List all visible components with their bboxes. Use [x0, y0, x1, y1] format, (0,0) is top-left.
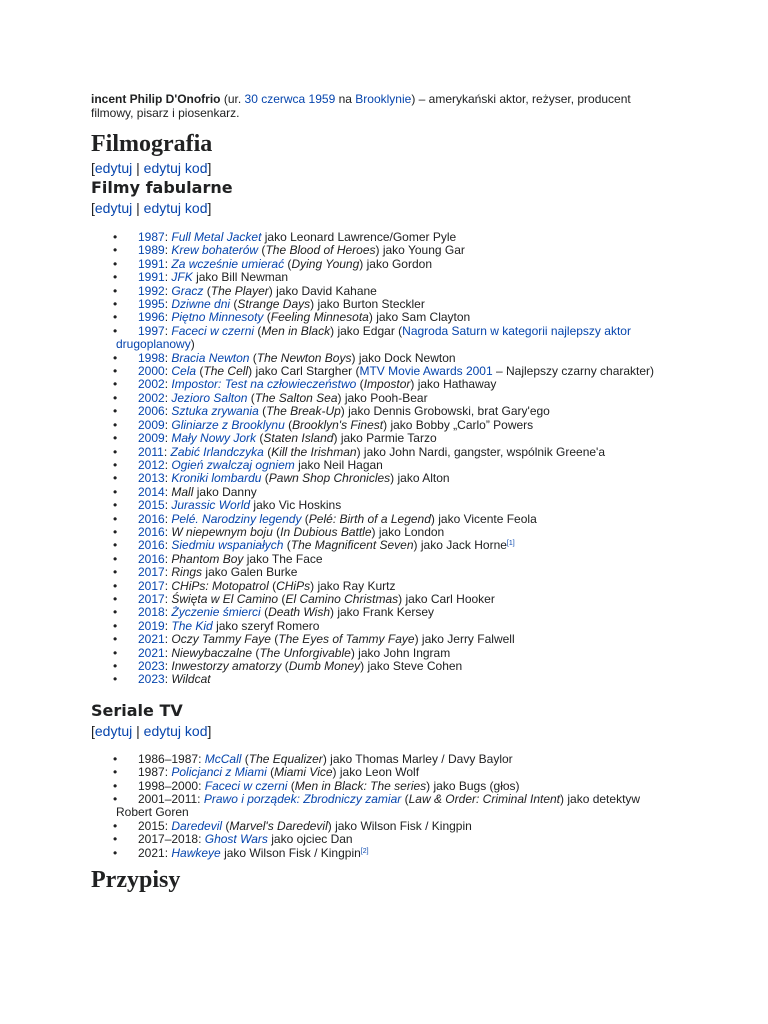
reference-link[interactable]: [1] [506, 540, 515, 548]
film-title: Sztuka zrywania [171, 404, 259, 419]
film-year-link[interactable]: 2017 [138, 578, 165, 593]
tv-title: Hawkeye [171, 845, 221, 860]
film-title: Święta w El Camino [171, 591, 279, 606]
film-original-title: Pelé: Birth of a Legend [308, 511, 431, 526]
film-title: Gliniarze z Brooklynu [171, 417, 285, 432]
film-list-item: • 2021: Niewybaczalne (The Unforgivable) jako John Ingram [91, 647, 671, 660]
film-role: jako Vicente Feola [438, 511, 537, 526]
film-original-title: Men in Black [261, 323, 331, 338]
film-role: jako Edgar ( [337, 323, 403, 338]
award-link[interactable]: MTV Movie Awards 2001 [359, 364, 493, 379]
film-title: CHiPs: Motopatrol [171, 578, 269, 593]
film-title: Jezioro Salton [171, 390, 248, 405]
edit-links-tv: [edytuj | edytuj kod] [91, 722, 212, 739]
film-title-link[interactable] [171, 619, 212, 633]
film-title-link[interactable] [171, 297, 230, 311]
tv-role: jako Thomas Marley / Davy Baylor [330, 751, 513, 766]
film-list-item: • 2009: Mały Nowy Jork (Staten Island) jako Parmie Tarzo [91, 432, 671, 445]
tv-list-item: • 1998–2000: Faceci w czerni (Men in Black: The series) jako Bugs (głos) [91, 780, 671, 793]
film-list-item: • 1997: Faceci w czerni (Men in Black) jako Edgar (Nagroda Saturn w kategorii najlepszy aktor drugoplanowy) [91, 325, 671, 352]
award-link[interactable]: Nagroda Saturn w kategorii najlepszy aktor drugoplanowy [116, 323, 631, 352]
film-list-item: • 2017: Święta w El Camino (El Camino Christmas) jako Carl Hooker [91, 593, 671, 606]
film-original-title: Staten Island [263, 431, 334, 446]
film-list-item: • 1991: JFK jako Bill Newman [91, 271, 671, 284]
film-role: jako Gordon [366, 256, 432, 271]
article-body [91, 92, 671, 894]
film-year-link[interactable]: 1997 [138, 323, 165, 338]
film-title: Impostor: Test na człowieczeństwo [171, 377, 357, 392]
film-title-link[interactable] [171, 605, 260, 619]
film-title: Gracz [171, 283, 204, 298]
film-title: Wildcat [171, 672, 211, 687]
tv-years: 1986–1987: [138, 751, 202, 766]
film-original-title: CHiPs [276, 578, 311, 593]
film-year-link[interactable]: 2023 [138, 659, 165, 673]
film-role: jako Burton Steckler [317, 297, 425, 312]
film-role: jako Neil Hagan [298, 457, 383, 472]
film-title: Rings [171, 565, 203, 580]
tv-role: jako Wilson Fisk / Kingpin [224, 845, 361, 860]
film-original-title: The Newton Boys [256, 350, 352, 365]
film-original-title: Dying Young [291, 256, 360, 271]
tv-list-item: • 2015: Daredevil (Marvel's Daredevil) jako Wilson Fisk / Kingpin [91, 820, 671, 833]
film-original-title: Kill the Irishman [271, 444, 357, 459]
film-role: jako Jack Horne [420, 538, 507, 553]
film-role: jako Steve Cohen [367, 659, 463, 673]
edit-links-filmografia: [edytuj | edytuj kod] [91, 160, 212, 176]
film-list-item: • 2000: Cela (The Cell) jako Carl Stargher (MTV Movie Awards 2001 – Najlepszy czarny charakter) [91, 365, 671, 378]
film-list-item: • 2015: Jurassic World jako Vic Hoskins [91, 499, 671, 512]
film-list-item: • 2002: Impostor: Test na człowieczeństwo (Impostor) jako Hathaway [91, 378, 671, 391]
film-list-item: • 2023: Wildcat [91, 673, 671, 686]
edit-link[interactable]: edytuj [94, 160, 133, 176]
film-year-link[interactable]: 2016 [138, 538, 165, 553]
film-original-title: Impostor [363, 377, 411, 392]
film-title-link[interactable] [171, 324, 254, 338]
film-title-link[interactable] [171, 284, 203, 298]
film-year-link[interactable]: 1996 [138, 310, 165, 325]
film-title-link[interactable] [171, 538, 283, 552]
tv-title-link[interactable] [171, 765, 266, 779]
film-title: Niewybaczalne [171, 645, 253, 660]
film-list-item: • 2014: Mall jako Danny [91, 486, 671, 499]
tv-years: 2015: [138, 818, 169, 833]
film-year-link[interactable]: 2017 [138, 591, 165, 606]
film-title: Ogień zwalczaj ogniem [171, 457, 295, 472]
tv-original-title: Marvel's Daredevil [229, 818, 328, 833]
film-role: jako szeryf Romero [216, 618, 320, 633]
film-original-title: Feeling Minnesota [270, 310, 369, 325]
film-title-link[interactable] [171, 243, 258, 257]
film-year-link[interactable]: 2009 [138, 417, 165, 432]
film-year-link[interactable]: 2021 [138, 632, 165, 647]
tv-title-link[interactable] [205, 752, 242, 766]
film-role: jako Hathaway [417, 377, 497, 392]
film-title-link[interactable] [171, 404, 258, 418]
film-title-link[interactable] [171, 351, 249, 365]
tv-role: jako Wilson Fisk / Kingpin [335, 818, 472, 833]
film-year-link[interactable]: 2017 [138, 565, 165, 580]
film-year-link[interactable]: 1987 [138, 230, 165, 244]
tv-role: jako Bugs (głos) [433, 778, 520, 793]
film-role: jako Parmie Tarzo [340, 431, 437, 446]
film-title: Full Metal Jacket [171, 230, 262, 244]
tv-list-item: • 1986–1987: McCall (The Equalizer) jako Thomas Marley / Davy Baylor [91, 753, 671, 766]
film-role: jako London [378, 524, 445, 539]
film-role: jako Ray Kurtz [317, 578, 396, 593]
award-suffix: – Najlepszy czarny charakter) [492, 364, 655, 379]
film-role: jako David Kahane [276, 283, 377, 298]
film-year-link[interactable]: 2016 [138, 511, 165, 526]
film-list-item: • 2016: Pelé. Narodziny legendy (Pelé: Birth of a Legend) jako Vicente Feola [91, 513, 671, 526]
edit-links-films: [edytuj | edytuj kod] [91, 200, 212, 216]
tv-title-link[interactable] [205, 779, 288, 793]
film-year-link[interactable]: 2009 [138, 431, 165, 446]
tv-original-title: Law & Order: Criminal Intent [408, 792, 561, 807]
film-role: jako Carl Stargher ( [255, 364, 360, 379]
tv-years: 2021: [138, 845, 169, 860]
section-heading-filmy-fabularne: Filmy fabularne [91, 178, 233, 197]
film-title-link[interactable] [171, 230, 261, 244]
tv-title-link[interactable] [204, 792, 401, 806]
film-role: jako Frank Kersey [337, 605, 435, 620]
tv-list-item: • 2001–2011: Prawo i porządek: Zbrodniczy zamiar (Law & Order: Criminal Intent) jako detektyw Robert Goren [91, 793, 671, 820]
film-role: jako Jerry Falwell [421, 632, 515, 647]
film-year-link[interactable]: 2023 [138, 672, 165, 687]
film-year-link[interactable]: 2002 [138, 390, 165, 405]
film-role: jako Dennis Grobowski, brat Gary'ego [348, 404, 550, 419]
film-role: jako Young Gar [382, 243, 465, 258]
film-title: Bracia Newton [171, 350, 250, 365]
film-original-title: The Cell [203, 364, 249, 379]
tv-role: jako ojciec Dan [271, 832, 353, 847]
film-list-item: • 2021: Oczy Tammy Faye (The Eyes of Tammy Faye) jako Jerry Falwell [91, 633, 671, 646]
film-title: W niepewnym boju [171, 524, 273, 539]
tv-series-list [91, 753, 671, 860]
film-year-link[interactable]: 1998 [138, 350, 165, 365]
film-original-title: Pawn Shop Chronicles [268, 471, 391, 486]
film-list-item: • 2002: Jezioro Salton (The Salton Sea) jako Pooh-Bear [91, 392, 671, 405]
film-role: jako John Ingram [358, 645, 451, 660]
film-title-link[interactable] [171, 458, 294, 472]
film-original-title: The Salton Sea [254, 390, 338, 405]
tv-title: Faceci w czerni [204, 778, 288, 793]
film-role: jako Dock Newton [358, 350, 456, 365]
film-role: jako Pooh-Bear [344, 390, 428, 405]
film-list-item: • 2023: Inwestorzy amatorzy (Dumb Money) jako Steve Cohen [91, 660, 671, 673]
film-year-link[interactable]: 2000 [138, 364, 165, 379]
film-year-link[interactable]: 2016 [138, 524, 165, 539]
tv-original-title: Miami Vice [274, 765, 333, 780]
film-title: Za wcześnie umierać [171, 256, 285, 271]
film-year-link[interactable]: 1992 [138, 283, 165, 298]
film-original-title: The Eyes of Tammy Faye [278, 632, 415, 647]
tv-role: jako detektyw Robert Goren [116, 792, 641, 820]
film-title: Cela [171, 364, 197, 379]
award-suffix: ) [190, 337, 195, 352]
film-list-item: • 2012: Ogień zwalczaj ogniem jako Neil Hagan [91, 459, 671, 472]
film-year-link[interactable]: 2014 [138, 484, 165, 499]
film-role: jako Galen Burke [205, 565, 298, 580]
film-list-item: • 2018: Życzenie śmierci (Death Wish) jako Frank Kersey [91, 606, 671, 619]
tv-title: McCall [204, 751, 242, 766]
edit-link[interactable]: edytuj [94, 200, 133, 216]
tv-years: 1987: [138, 765, 169, 780]
film-list-item: • 2017: Rings jako Galen Burke [91, 566, 671, 579]
film-role: jako Alton [397, 471, 450, 486]
films-list [91, 231, 671, 687]
film-original-title: Strange Days [237, 297, 311, 312]
film-title: Jurassic World [171, 498, 251, 513]
tv-title: Daredevil [171, 818, 223, 833]
film-original-title: The Player [210, 283, 269, 298]
edit-code-link[interactable]: edytuj kod [143, 160, 208, 176]
film-title: The Kid [171, 618, 213, 633]
tv-years: 1998–2000: [138, 778, 202, 793]
film-title-link[interactable] [170, 445, 263, 459]
tv-years: 2017–2018: [138, 832, 202, 847]
section-heading-przypisy: Przypisy [91, 867, 181, 894]
film-title: Mały Nowy Jork [171, 431, 257, 446]
section-heading-seriale-tv: Seriale TV [91, 700, 183, 720]
film-title: Inwestorzy amatorzy [171, 659, 282, 673]
reference-link[interactable]: [2] [360, 847, 369, 855]
film-role: jako The Face [246, 551, 323, 566]
film-original-title: The Magnificent Seven [290, 538, 414, 553]
film-title: Piętno Minnesoty [171, 310, 264, 325]
edit-code-link[interactable]: edytuj kod [143, 722, 208, 739]
tv-list-item: • 1987: Policjanci z Miami (Miami Vice) jako Leon Wolf [91, 766, 671, 779]
edit-code-link[interactable]: edytuj kod [143, 200, 208, 216]
film-role: jako Vic Hoskins [253, 498, 342, 513]
film-list-item: • 2011: Zabić Irlandczyka (Kill the Irishman) jako John Nardi, gangster, wspólnik Greene'a [91, 446, 671, 459]
film-year-link[interactable]: 1991 [138, 256, 165, 271]
film-year-link[interactable]: 2016 [138, 551, 165, 566]
film-year-link[interactable]: 2018 [138, 605, 165, 620]
film-original-title: Death Wish [268, 605, 330, 620]
film-year-link[interactable]: 2012 [138, 457, 165, 472]
tv-title: Policjanci z Miami [171, 765, 267, 780]
film-title-link[interactable] [171, 377, 356, 391]
film-title: Oczy Tammy Faye [171, 632, 271, 647]
tv-original-title: Men in Black: The series [294, 778, 427, 793]
film-title: Dziwne dni [171, 297, 231, 312]
film-title-link[interactable] [171, 512, 301, 526]
film-original-title: The Unforgivable [259, 645, 351, 660]
film-title-link[interactable] [171, 431, 256, 445]
edit-link[interactable]: edytuj [94, 722, 133, 739]
film-list-item: • 2013: Kroniki lombardu (Pawn Shop Chronicles) jako Alton [91, 472, 671, 485]
film-title-link[interactable] [171, 498, 250, 512]
film-title: Życzenie śmierci [171, 605, 261, 620]
film-role: jako Danny [196, 484, 257, 499]
birth-date-link[interactable]: 30 czerwca 1959 [244, 92, 336, 106]
film-title-link[interactable] [171, 270, 192, 284]
film-year-link[interactable]: 2015 [138, 498, 165, 513]
film-year-link[interactable]: 1989 [138, 243, 165, 258]
tv-title-link[interactable] [171, 819, 222, 833]
film-list-item: • 1992: Gracz (The Player) jako David Kahane [91, 285, 671, 298]
film-original-title: The Blood of Heroes [265, 243, 376, 258]
film-role: jako Carl Hooker [405, 591, 495, 606]
film-title-link[interactable] [171, 364, 196, 378]
film-year-link[interactable]: 2019 [138, 618, 165, 633]
section-heading-filmografia: Filmografia [91, 131, 213, 157]
film-list-item: • 2017: CHiPs: Motopatrol (CHiPs) jako Ray Kurtz [91, 580, 671, 593]
tv-title: Prawo i porządek: Zbrodniczy zamiar [203, 792, 402, 807]
birthplace-link[interactable]: Brooklynie [355, 92, 412, 106]
film-year-link[interactable]: 2006 [138, 404, 165, 419]
film-list-item: • 2016: Siedmiu wspaniałych (The Magnificent Seven) jako Jack Horne[1] [91, 539, 671, 552]
tv-list-item [91, 833, 671, 846]
film-list-item: • 1991: Za wcześnie umierać (Dying Young) jako Gordon [91, 258, 671, 271]
film-list-item: • 1996: Piętno Minnesoty (Feeling Minnesota) jako Sam Clayton [91, 311, 671, 324]
film-role: jako Bobby „Carlo” Powers [390, 417, 534, 432]
film-role: jako Bill Newman [196, 270, 289, 285]
film-year-link[interactable]: 2011 [138, 444, 164, 459]
film-title: Zabić Irlandczyka [170, 444, 264, 459]
tv-original-title: The Equalizer [248, 751, 323, 766]
tv-title: Ghost Wars [204, 832, 268, 847]
person-name: incent Philip D'Onofrio [91, 92, 221, 106]
film-year-link[interactable]: 2021 [138, 645, 165, 660]
film-title: Pelé. Narodziny legendy [171, 511, 302, 526]
film-year-link[interactable]: 1991 [138, 270, 165, 285]
film-year-link[interactable]: 1995 [138, 297, 165, 312]
film-list-item: • 2019: The Kid jako szeryf Romero [91, 620, 671, 633]
film-original-title: In Dubious Battle [280, 524, 372, 539]
film-title-link[interactable] [171, 310, 263, 324]
film-title-link[interactable] [171, 471, 261, 485]
film-role: jako Sam Clayton [376, 310, 471, 325]
film-title: Phantom Boy [171, 551, 244, 566]
film-list-item: • 1989: Krew bohaterów (The Blood of Heroes) jako Young Gar [91, 244, 671, 257]
film-title: JFK [171, 270, 193, 285]
tv-years: 2001–2011: [138, 792, 201, 807]
film-year-link[interactable]: 2002 [138, 377, 165, 392]
film-original-title: El Camino Christmas [285, 591, 399, 606]
tv-role: jako Leon Wolf [339, 765, 420, 780]
tv-title-link[interactable] [171, 846, 220, 860]
film-title-link[interactable] [171, 391, 247, 405]
film-title-link[interactable] [171, 418, 284, 432]
film-role: jako John Nardi, gangster, wspólnik Greene'a [363, 444, 606, 459]
intro-paragraph: incent Philip D'Onofrio (ur. 30 czerwca 1959 na Brooklynie) – amerykański aktor, reżyser, producent filmowy, pisarz i piosenkarz. [91, 92, 631, 120]
film-list-item: • 1998: Bracia Newton (The Newton Boys) jako Dock Newton [91, 352, 671, 365]
film-title: Mall [171, 484, 194, 499]
film-title: Kroniki lombardu [171, 471, 262, 486]
film-original-title: Dumb Money [288, 659, 361, 673]
film-title: Faceci w czerni [171, 323, 255, 338]
tv-title-link[interactable] [205, 832, 268, 846]
tv-list-item [91, 847, 671, 860]
film-original-title: Brooklyn's Finest [292, 417, 384, 432]
film-title: Krew bohaterów [171, 243, 259, 258]
film-list-item: • 1987: Full Metal Jacket jako Leonard Lawrence/Gomer Pyle [91, 231, 671, 244]
film-role: jako Leonard Lawrence/Gomer Pyle [264, 230, 457, 244]
film-list-item: • 2006: Sztuka zrywania (The Break-Up) jako Dennis Grobowski, brat Gary'ego [91, 405, 671, 418]
film-year-link[interactable]: 2013 [138, 471, 165, 486]
film-title: Siedmiu wspaniałych [171, 538, 284, 553]
film-list-item: • 2016: W niepewnym boju (In Dubious Battle) jako London [91, 526, 671, 539]
film-list-item: • 1995: Dziwne dni (Strange Days) jako Burton Steckler [91, 298, 671, 311]
film-list-item: • 2016: Phantom Boy jako The Face [91, 553, 671, 566]
film-list-item: • 2009: Gliniarze z Brooklynu (Brooklyn's Finest) jako Bobby „Carlo” Powers [91, 419, 671, 432]
film-title-link[interactable] [171, 257, 284, 271]
film-original-title: The Break-Up [266, 404, 341, 419]
